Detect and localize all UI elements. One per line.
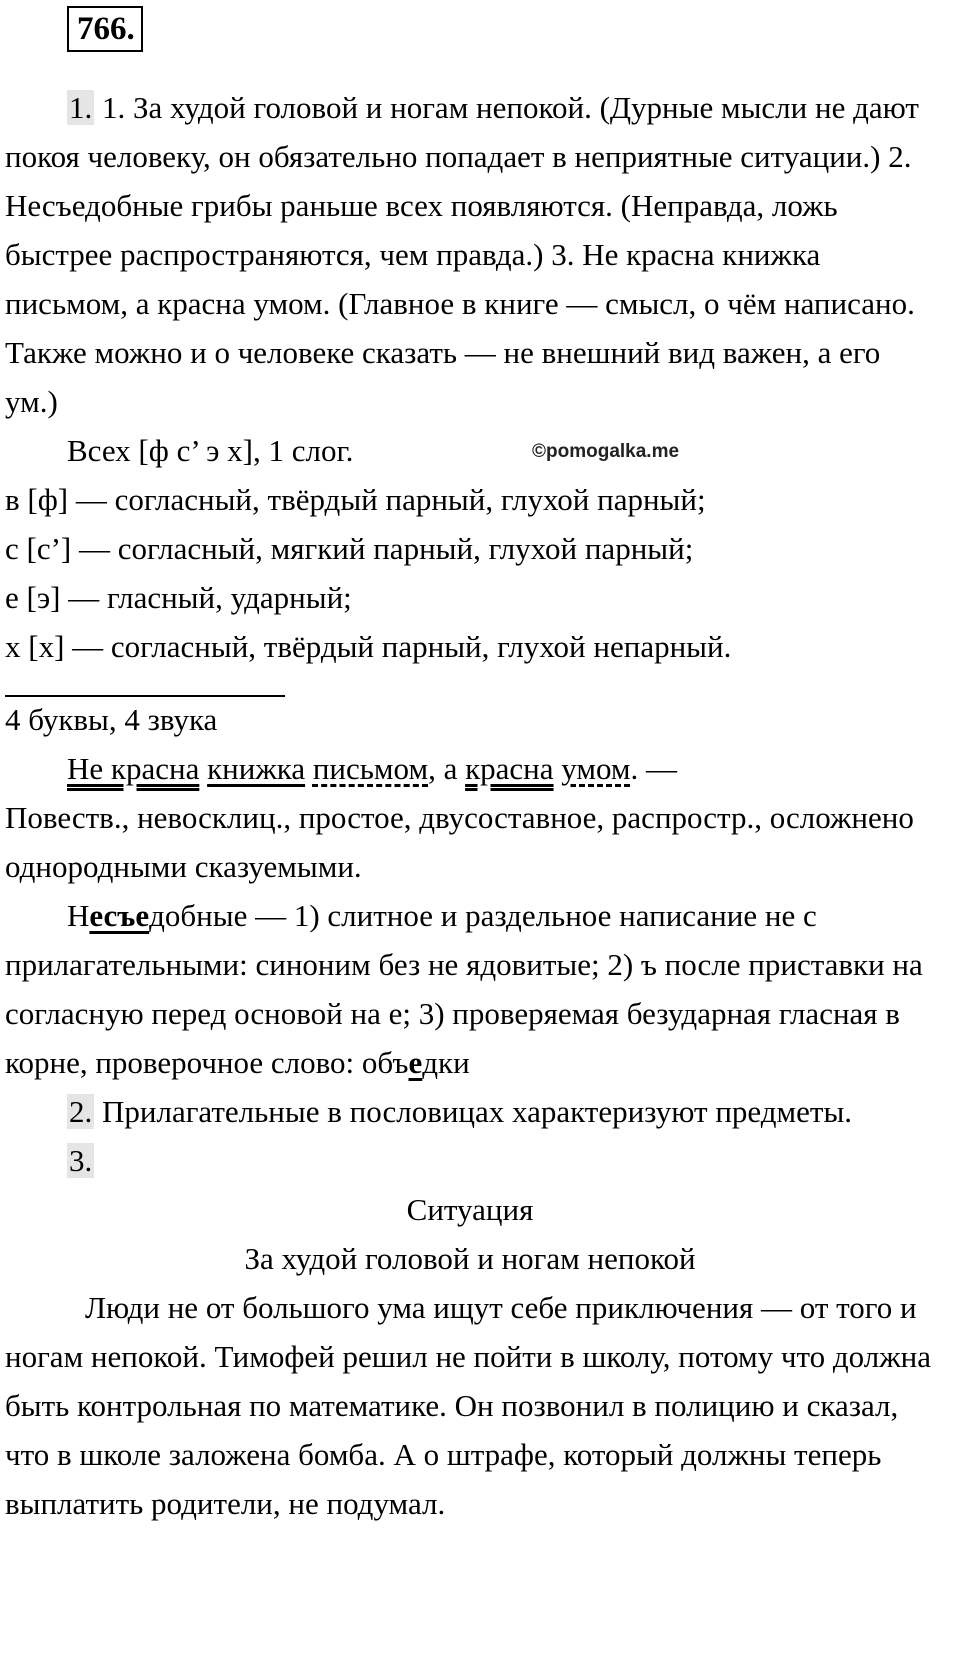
phonetics-heading: Всех [ф с’ э х], 1 слог.: [67, 433, 354, 468]
task1-paragraph: [5, 83, 935, 426]
task3-title: Ситуация: [406, 1192, 534, 1227]
task2-label: 2.: [69, 1094, 93, 1129]
object-word: умом: [561, 751, 631, 786]
task1-text: 1. За худой головой и ногам непокой. (Дурные мысли не дают покоя человеку, он обязательно попадает в неприятные ситуации.) 2. Несъедобные грибы раньше всех появляются. (Неправда, ложь быстрее распространяются, чем правда.) 3. Не красна книжка письмом, а красна умом. (Главное в книге — смысл, о чём написано. Также можно и о человеке сказать — не внешний вид важен, а его ум.): [5, 90, 919, 419]
object-word: письмом: [312, 751, 429, 786]
exercise-number: 766.: [67, 6, 143, 52]
highlighted-letters: есъе: [89, 898, 150, 933]
watermark: ©pomogalka.me: [532, 441, 680, 462]
parsing-description: Повеств., невосклиц., простое, двусоставное, распростр., осложнено однородными сказуемыми.: [5, 800, 914, 884]
spelling-paragraph: Несъедобные — 1) слитное и раздельное написание не с прилагательными: синоним без не ядовитые; 2) ъ после приставки на согласную перед основой на е; 3) проверяемая безударная гласная в корне, проверочное слово: объедки: [5, 898, 923, 1080]
task2-text: Прилагательные в пословицах характеризуют предметы.: [102, 1094, 853, 1129]
parsed-sentence: Не красна книжка письмом, а красна умом. —: [67, 751, 678, 786]
phonetics-summary: 4 буквы, 4 звука: [5, 702, 218, 737]
task1-label: 1.: [69, 90, 93, 125]
task3-text: Люди не от большого ума ищут себе приключения — от того и ногам непокой. Тимофей решил не пойти в школу, потому что должна быть контрольная по математике. Он позвонил в полицию и сказал, что в школе заложена бомба. А о штрафе, который должны теперь выплатить родители, не подумал.: [5, 1290, 931, 1521]
document-body: [5, 0, 935, 1528]
predicate-phrase: Не красна: [67, 751, 200, 786]
task3-label: 3.: [69, 1143, 93, 1178]
highlighted-letter: е: [408, 1045, 423, 1080]
task3-label-line: [5, 1136, 935, 1185]
phonetics-line: е [э] — гласный, ударный;: [5, 580, 352, 615]
task2-paragraph: [5, 1087, 935, 1136]
phonetics-line: с [с’] — согласный, мягкий парный, глухой парный;: [5, 531, 694, 566]
phonetics-line: х [х] — согласный, твёрдый парный, глухой непарный.: [5, 629, 732, 664]
subject-word: книжка: [207, 751, 306, 786]
phonetics-line: в [ф] — согласный, твёрдый парный, глухой парный;: [5, 482, 706, 517]
predicate-word: красна: [465, 751, 554, 786]
task3-subtitle: За худой головой и ногам непокой: [244, 1241, 696, 1276]
